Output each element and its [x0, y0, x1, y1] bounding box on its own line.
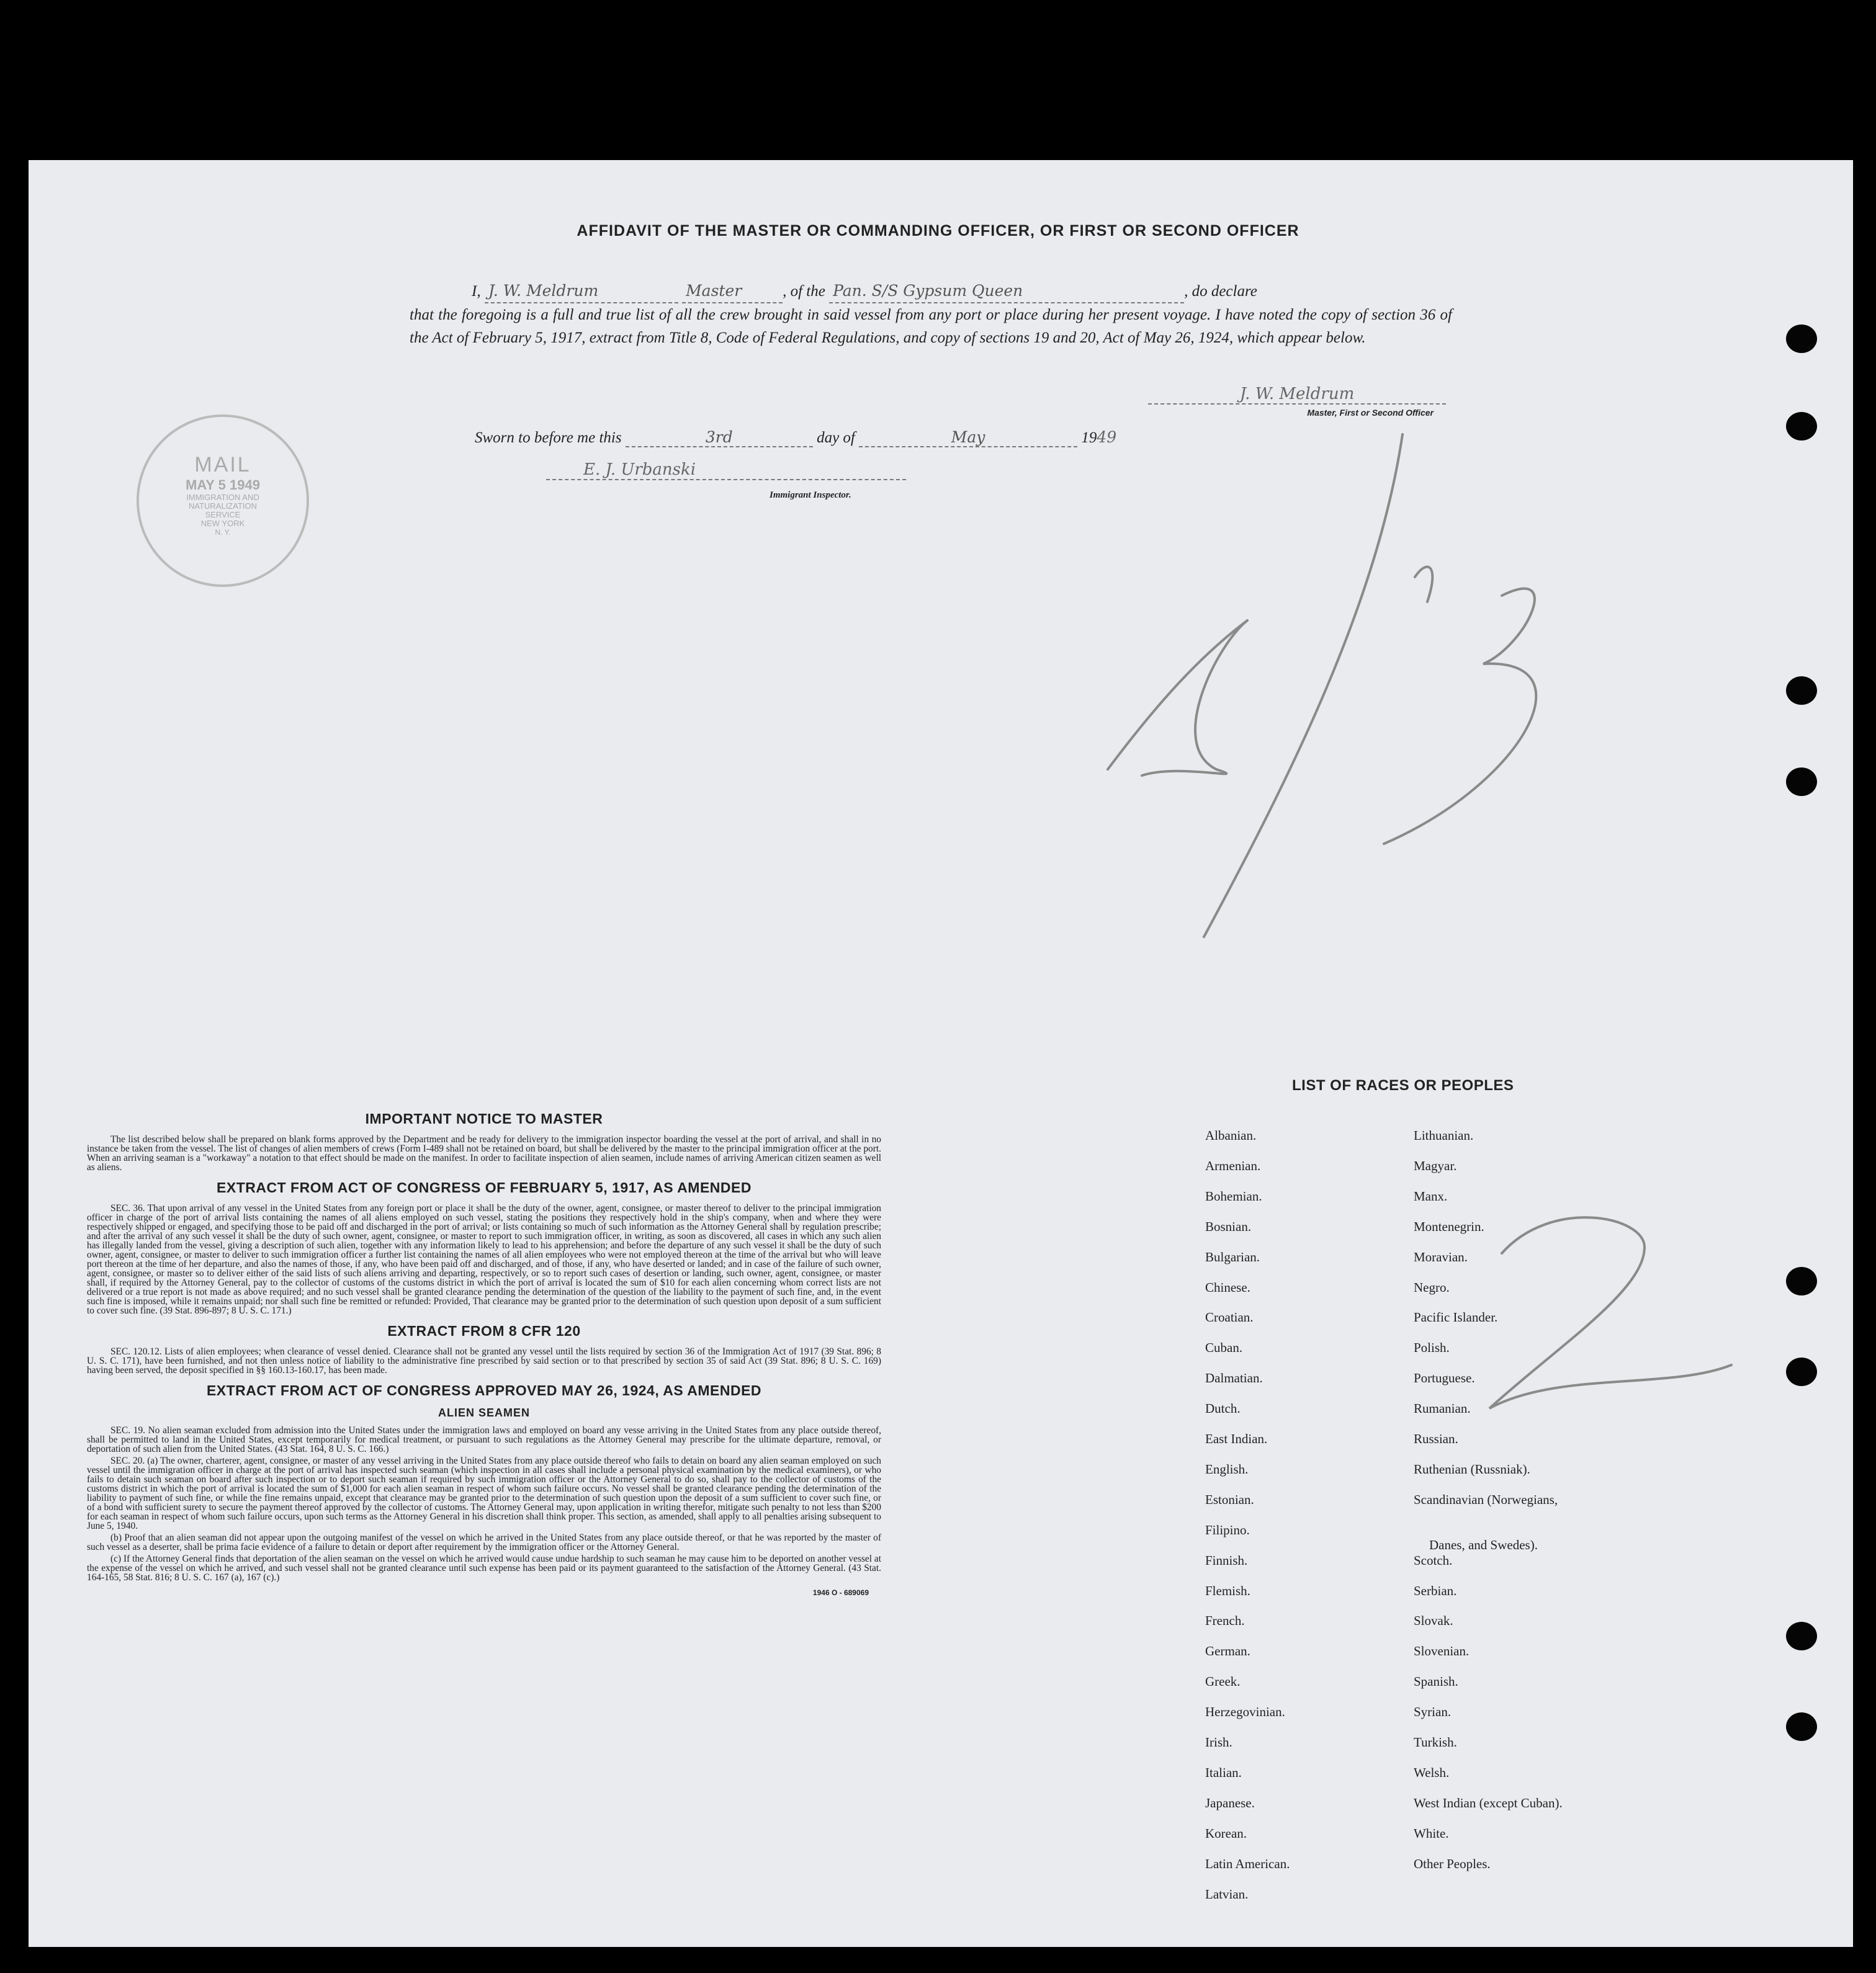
race-item: Danes, and Swedes). — [1429, 1537, 1538, 1552]
stamp-agency-line: NATURALIZATION — [188, 501, 258, 511]
stamp-agency-line: SERVICE — [205, 510, 241, 519]
month-field: May — [859, 428, 1077, 447]
race-item: Croatian. — [1205, 1310, 1254, 1325]
vessel-name-field: Pan. S/S Gypsum Queen — [829, 279, 1184, 303]
affidavit-body-text: that the foregoing is a full and true list of all the crew brought in said vessel from any port or place during her present voyage. I have noted the copy of section 36 of the Act of February 5, 1917, extract from Title 8, Code of Federal Regulations, and copy of sections 19 and 20, Act of May 26, 1924, which appear below. — [410, 306, 1452, 346]
race-item: Dutch. — [1205, 1401, 1241, 1416]
race-item: Japanese. — [1205, 1795, 1255, 1810]
act-1924-sec20b: (b) Proof that an alien seaman did not appear upon the outgoing manifest of the vessel on which he arrived in the United States from any place outside thereof, or that he was reported by the master of such vessel as a deserter, shall be prima facie evidence of a failure to detain or deport after requirement by the immigration officer or the Attorney General. — [87, 1532, 881, 1552]
race-item: Slovenian. — [1414, 1644, 1470, 1659]
punch-hole — [1786, 1358, 1817, 1386]
race-item: English. — [1205, 1461, 1249, 1477]
punch-hole — [1786, 1712, 1817, 1741]
race-item: Albanian. — [1205, 1128, 1257, 1143]
race-item: Portuguese. — [1414, 1371, 1475, 1386]
race-item: Finnish. — [1205, 1552, 1248, 1568]
inspector-caption: Immigrant Inspector. — [770, 490, 851, 500]
punch-hole — [1786, 1267, 1817, 1295]
cfr-sec12012: SEC. 120.12. Lists of alien employees; when clearance of vessel denied. Clearance shall not be granted any vessel until the lists required by section 36 of the Immigration Act of 1917 (39 Stat. 896; 8 U. S. C. 171), have been furnished, and not then unless notice of liability to the administrative fine prescribed by said section or to that prescribed by section 35 of said Act (39 Stat. 896; 8 U. S. C. 169) having been served, the deposit specified in §§ 160.13-160.17, has been made. — [87, 1346, 881, 1376]
race-item: East Indian. — [1205, 1431, 1268, 1446]
notice-column — [87, 1111, 881, 1597]
act-1924-sec20c: (c) If the Attorney General finds that deportation of the alien seaman on the vessel on which he arrived would cause undue hardship to such seaman he may cause him to be deported on another vessel at the expense of the vessel on which he arrived, and such vessel shall not be granted clearance until such expense has been paid or its payment guaranteed to the satisfaction of the Attorney General. (43 Stat. 164-165, 58 Stat. 816; 8 U. S. C. 167 (a), 167 (c).) — [87, 1554, 881, 1583]
year-prefix: 19 — [1081, 429, 1097, 446]
race-item: Bohemian. — [1205, 1188, 1262, 1204]
act-1924-title: EXTRACT FROM ACT OF CONGRESS APPROVED MAY 26, 1924, AS AMENDED — [206, 1382, 762, 1398]
race-item: Korean. — [1205, 1825, 1247, 1841]
stamp-state: N. Y. — [215, 528, 231, 537]
act-1924-sec20a: SEC. 20. (a) The owner, charterer, agent, consignee, or master of any vessel arriving in the United States from any place outside thereof who fails to detain on board any alien seaman employed on such vessel until the immigration officer in charge at the port of arrival has inspected such seaman (which inspection in all cases shall include a personal physical examination by the medical examiners), or who fails to detain such seaman on board after such inspection or to deport such seaman if required by such immigration officer or the Attorney General to do so, shall pay to the collector of customs of the customs district in which the port of arrival is located the sum of $1,000 for each alien seaman in respect of whom such failure occurs. No vessel shall be granted clearance pending the determination of the liability to payment of such fine, or while the fine remains unpaid, except that clearance may be granted prior to the determination of such question upon the deposit of a sum sufficient to cover such fine, or of a bond with sufficient surety to secure the payment thereof approved by the collector of customs. The Attorney General may, upon application in writing therefor, mitigate such penalty to not less than $200 for each seaman in respect of whom such failure occurs, upon such terms as the Attorney General in his discretion shall think proper. This section, as amended, shall apply to all penalties arising subsequent to June 5, 1940. — [87, 1456, 881, 1531]
master-name-field: J. W. Meldrum — [485, 279, 678, 303]
race-item: Estonian. — [1205, 1492, 1254, 1507]
race-item: West Indian (except Cuban). — [1414, 1795, 1563, 1810]
cfr-title: EXTRACT FROM 8 CFR 120 — [387, 1323, 581, 1339]
punch-hole — [1786, 676, 1817, 705]
of-the-label: , of the — [783, 283, 825, 300]
year-field: 49 — [1097, 428, 1117, 446]
race-item: Latin American. — [1205, 1856, 1290, 1871]
declare-label: , do declare — [1184, 283, 1257, 300]
punch-hole — [1786, 1622, 1817, 1650]
race-item: Scandinavian (Norwegians, — [1414, 1492, 1558, 1507]
day-field: 3rd — [626, 428, 813, 447]
race-item: Slovak. — [1414, 1613, 1453, 1629]
day-of-label: day of — [817, 429, 855, 446]
race-item: Welsh. — [1414, 1765, 1450, 1780]
race-item: Scotch. — [1414, 1552, 1453, 1568]
race-item: Moravian. — [1414, 1249, 1468, 1264]
race-item: Chinese. — [1205, 1279, 1250, 1295]
sworn-label: Sworn to before me this — [475, 429, 622, 446]
races-title: LIST OF RACES OR PEOPLES — [1292, 1077, 1514, 1094]
race-item: Bulgarian. — [1205, 1249, 1260, 1264]
race-item: Italian. — [1205, 1765, 1242, 1780]
race-item: Irish. — [1205, 1735, 1232, 1750]
punch-hole — [1786, 412, 1817, 441]
mail-received-stamp — [137, 414, 309, 587]
race-item: German. — [1205, 1644, 1250, 1659]
race-item: Manx. — [1414, 1188, 1448, 1204]
sworn-line — [475, 428, 1116, 447]
act-1917-title: EXTRACT FROM ACT OF CONGRESS OF FEBRUARY 5, 1917, AS AMENDED — [217, 1179, 752, 1196]
punch-hole — [1786, 767, 1817, 796]
stamp-date: MAY 5 1949 — [186, 477, 260, 493]
race-item: Lithuanian. — [1414, 1128, 1474, 1143]
race-item: Cuban. — [1205, 1340, 1243, 1356]
race-item: Serbian. — [1414, 1583, 1457, 1598]
punch-hole — [1786, 324, 1817, 353]
i-label: I, — [472, 283, 481, 300]
act-1924-subtitle: ALIEN SEAMEN — [438, 1407, 530, 1419]
inspector-signature: E. J. Urbanski — [546, 460, 906, 480]
race-item: Russian. — [1414, 1431, 1458, 1446]
rank-field: Master — [682, 279, 783, 303]
race-item: Turkish. — [1414, 1735, 1457, 1750]
master-signature: J. W. Meldrum — [1148, 385, 1446, 405]
act-1924-sec19: SEC. 19. No alien seaman excluded from admission into the United States under the immigration laws and employed on board any vesse arriving in the United States from any place outside thereof, shall be permitted to land in the United States, except temporarily for medical treatment, or pursuant to such regulations as the Attorney General may prescribe for the ultimate departure, removal, or deportation of such alien from the United States. (43 Stat. 164, 8 U. S. C. 166.) — [87, 1425, 881, 1454]
stamp-mail-text: MAIL — [194, 453, 251, 476]
stamp-agency-line: IMMIGRATION AND — [186, 493, 259, 502]
signature-caption: Master, First or Second Officer — [1307, 408, 1434, 418]
race-item: Latvian. — [1205, 1886, 1249, 1902]
race-item: Flemish. — [1205, 1583, 1250, 1598]
notice-text: The list described below shall be prepared on blank forms approved by the Department and be ready for delivery to the immigration inspector boarding the vessel at the port of arrival, and shall in no instance be taken from the vessel. The list of changes of alien members of crews (Form I-489 shall not be retained on board, but shall be delivered by the master to the principal immigration officer at the port. When an arriving seaman is a "workaway" a notation to that effect should be made on the manifest. In order to facilitate inspection of alien seamen, include names of arriving American citizen seamen as well as aliens. — [87, 1134, 881, 1173]
race-item: Herzegovinian. — [1205, 1704, 1285, 1720]
race-item: Rumanian. — [1414, 1401, 1471, 1416]
race-item: Ruthenian (Russniak). — [1414, 1461, 1530, 1477]
race-item: Montenegrin. — [1414, 1219, 1484, 1234]
race-item: Pacific Islander. — [1414, 1310, 1498, 1325]
race-item: Polish. — [1414, 1340, 1450, 1356]
affidavit-title: AFFIDAVIT OF THE MASTER OR COMMANDING OFFICER, OR FIRST OR SECOND OFFICER — [577, 222, 1299, 239]
race-item: Negro. — [1414, 1279, 1450, 1295]
pencil-number-2 — [1483, 1204, 1744, 1452]
act-1917-sec36: SEC. 36. That upon arrival of any vessel in the United States from any foreign port or place it shall be the duty of the owner, agent, consignee, or master thereof to deliver to the principal immigration officer in charge of the port of arrival lists containing the names of all aliens employed on such vessel, stating the positions they respectively hold in the ship's company, when and where they were respectively shipped or engaged, and specifying those to be paid off and discharged in the port of arrival; or lists containing so much of such information as the Attorney General shall by regulation prescribe; and after the arrival of any such vessel it shall be the duty of such owner, agent, consignee, or master to report to such immigration officer, in writing, as soon as discovered, all cases in which any such alien has illegally landed from the vessel, giving a description of such alien, together with any information likely to lead to his apprehension; and before the departure of any such vessel it shall be the duty of such owner, agent, consignee, or master to deliver to such immigration officer a further list containing the names of all alien employees who were not employed thereon at the time of the arrival but who will leave port thereon at the time of her departure, and also the names of those, if any, who have been paid off and discharged, and of those, if any, who have deserted or landed; and in case of the failure of such owner, agent, consignee, or master so to deliver either of the said lists of such aliens arriving and departing, respectively, or so to report such cases of desertion or landing, such owner, agent, consignee, or master shall, if required by the Attorney General, pay to the collector of customs of the customs district in which the port of arrival is located the sum of $10 for each alien concerning whom correct lists are not delivered or a true report is not made as above required; and no such vessel shall be granted clearance pending the determination of the question of the liability to the payment of such fine, and, in the event such fine is imposed, while it remains unpaid; nor shall such fine be remitted or refunded: Provided, That clearance may be granted prior to the determination of such question upon deposit of a sum sufficient to cover such fine. (39 Stat. 896-897; 8 U. S. C. 171.) — [87, 1203, 881, 1316]
race-item: Syrian. — [1414, 1704, 1452, 1720]
race-item: Bosnian. — [1205, 1219, 1252, 1234]
printer-code: 1946 O - 689069 — [812, 1588, 869, 1597]
race-item: French. — [1205, 1613, 1245, 1629]
notice-title: IMPORTANT NOTICE TO MASTER — [365, 1111, 603, 1127]
race-item: White. — [1414, 1825, 1449, 1841]
race-item: Spanish. — [1414, 1674, 1458, 1689]
affidavit-declaration — [410, 279, 1452, 349]
stamp-city: NEW YORK — [200, 519, 245, 528]
race-item: Other Peoples. — [1414, 1856, 1491, 1871]
race-item: Armenian. — [1205, 1158, 1261, 1173]
race-item: Filipino. — [1205, 1522, 1250, 1537]
race-item: Dalmatian. — [1205, 1371, 1263, 1386]
race-item: Greek. — [1205, 1674, 1241, 1689]
race-item: Magyar. — [1414, 1158, 1457, 1173]
pencil-fraction-513 — [1055, 397, 1738, 968]
